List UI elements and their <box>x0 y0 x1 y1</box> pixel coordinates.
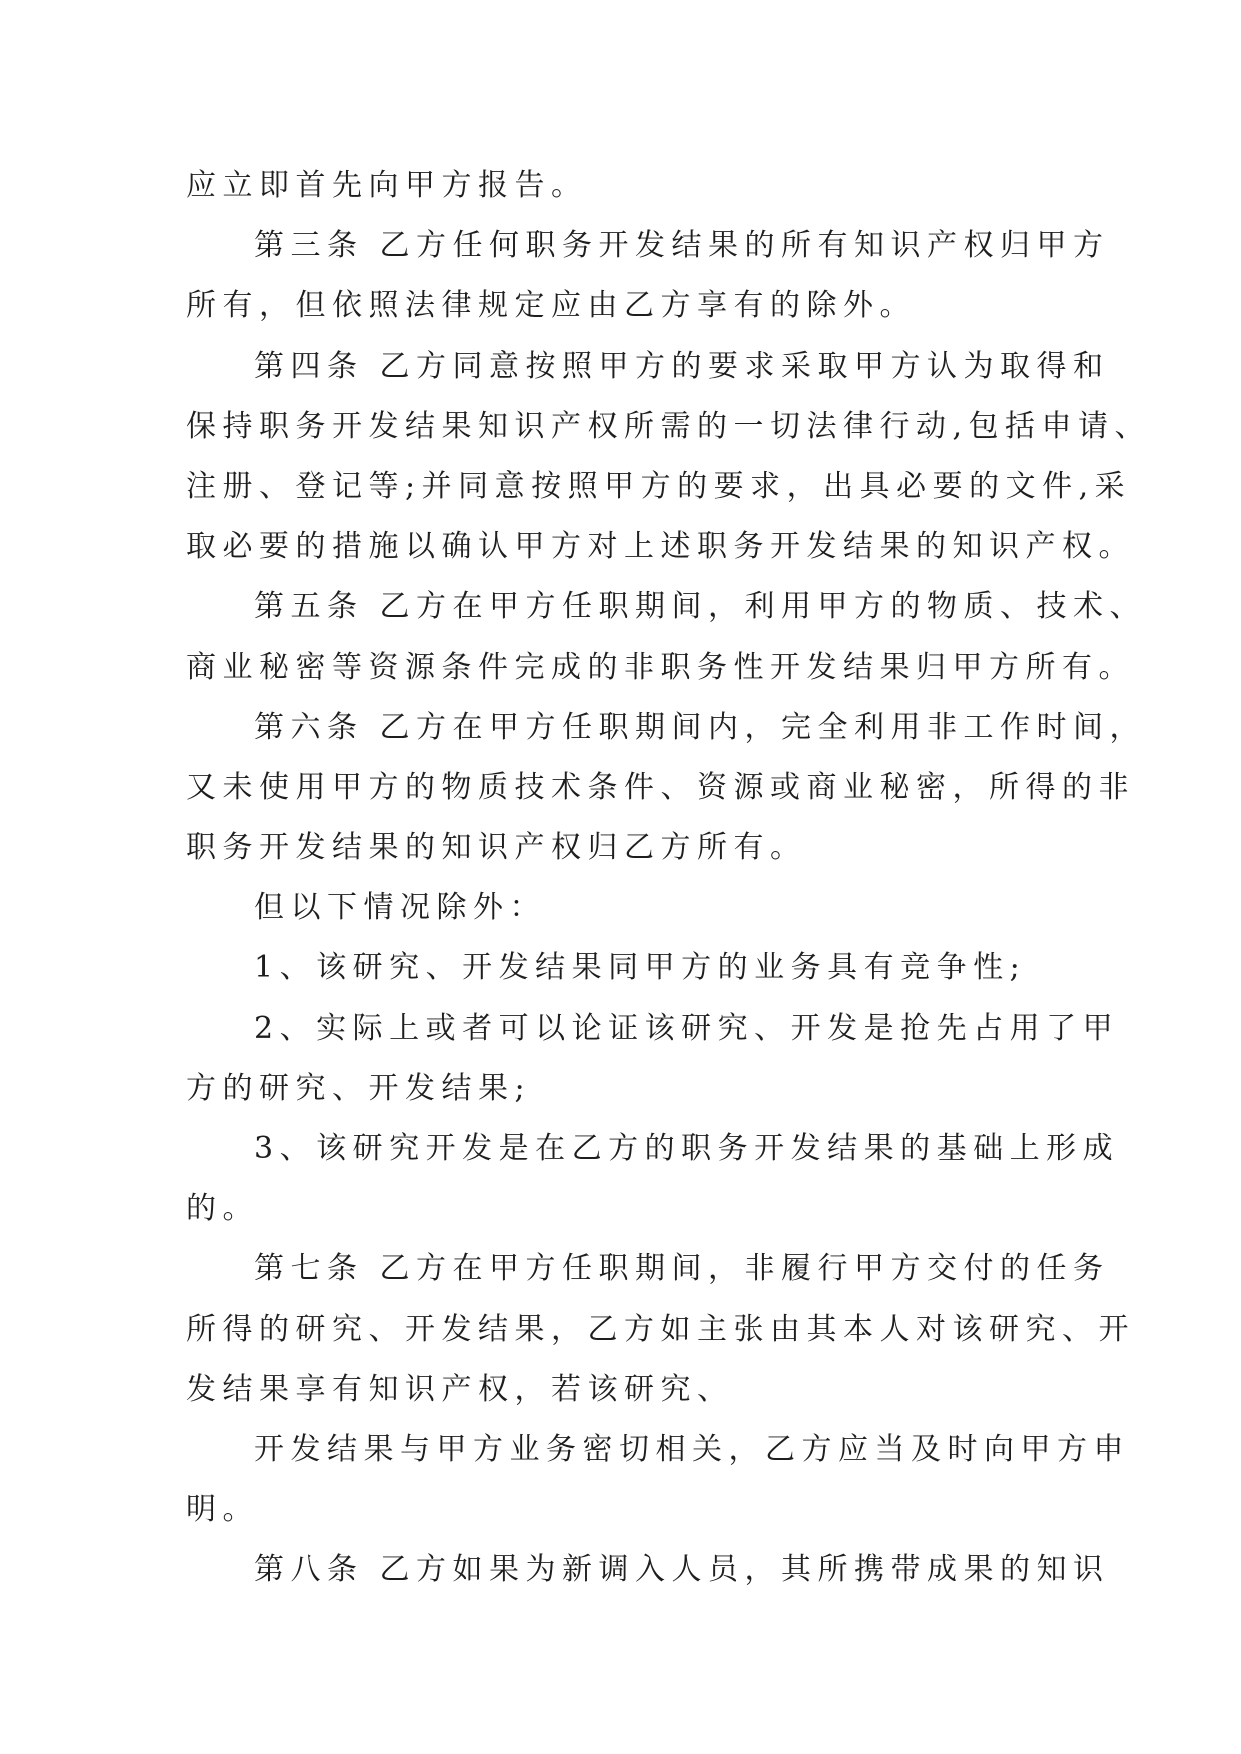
text-line: 1、该研究、开发结果同甲方的业务具有竞争性; <box>254 950 1027 986</box>
text-line: 的。 <box>186 1191 259 1227</box>
text-line: 第四条 乙方同意按照甲方的要求采取甲方认为取得和 <box>254 348 1110 384</box>
text-line: 注册、登记等;并同意按照甲方的要求，出具必要的文件,采 <box>186 468 1132 504</box>
text-line: 职务开发结果的知识产权归乙方所有。 <box>186 830 807 866</box>
text-line: 第三条 乙方任何职务开发结果的所有知识产权归甲方 <box>254 228 1110 264</box>
text-line: 商业秘密等资源条件完成的非职务性开发结果归甲方所有。 <box>186 649 1135 685</box>
text-line: 所有，但依照法律规定应由乙方享有的除外。 <box>186 288 916 324</box>
text-line: 第六条 乙方在甲方任职期间内，完全利用非工作时间， <box>254 709 1147 745</box>
text-line: 应立即首先向甲方报告。 <box>186 168 588 203</box>
text-line: 又未使用甲方的物质技术条件、资源或商业秘密，所得的非 <box>186 769 1135 805</box>
text-line: 第八条 乙方如果为新调入人员，其所携带成果的知识 <box>254 1552 1110 1588</box>
text-line: 取必要的措施以确认甲方对上述职务开发结果的知识产权。 <box>186 529 1135 565</box>
text-line: 2、实际上或者可以论证该研究、开发是抢先占用了甲 <box>254 1010 1120 1046</box>
text-line: 方的研究、开发结果; <box>186 1070 532 1106</box>
document-body <box>186 156 1152 1601</box>
text-line: 3、该研究开发是在乙方的职务开发结果的基础上形成 <box>254 1131 1120 1166</box>
text-line: 所得的研究、开发结果，乙方如主张由其本人对该研究、开 <box>186 1311 1135 1347</box>
text-line: 明。 <box>186 1492 259 1528</box>
text-line: 发结果享有知识产权，若该研究、 <box>186 1371 734 1407</box>
text-line: 开发结果与甲方业务密切相关，乙方应当及时向甲方申 <box>254 1431 1130 1467</box>
text-line: 保持职务开发结果知识产权所需的一切法律行动,包括申请、 <box>186 408 1152 444</box>
text-line: 第七条 乙方在甲方任职期间，非履行甲方交付的任务 <box>254 1251 1110 1287</box>
text-line: 但以下情况除外： <box>254 890 546 926</box>
text-line: 第五条 乙方在甲方任职期间，利用甲方的物质、技术、 <box>254 589 1147 625</box>
